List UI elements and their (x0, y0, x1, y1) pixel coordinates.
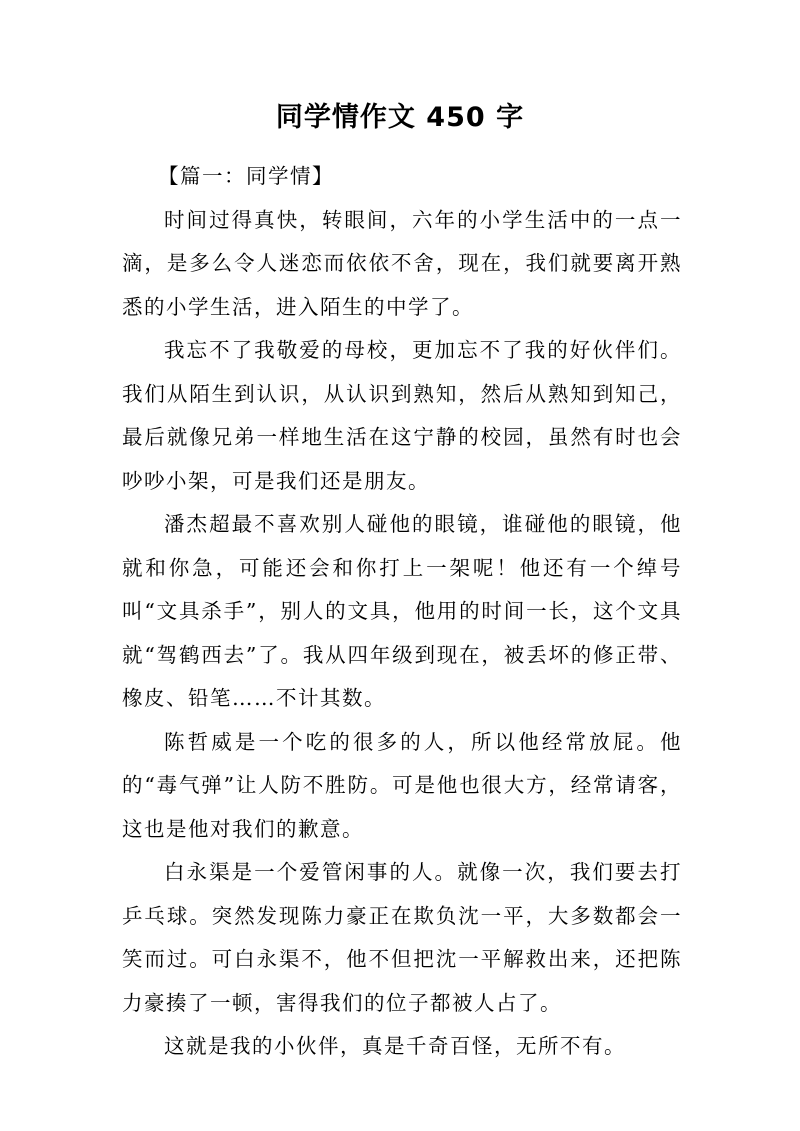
section-heading: 【篇一：同学情】 (158, 164, 334, 188)
paragraph-4: 陈哲威是一个吃的很多的人，所以他经常放屁。他的“毒气弹”让人防不胜防。可是他也很大方，经常请客，这也是他对我们的歉意。 (122, 729, 682, 841)
document-title: 同学情作文 450 字 (275, 102, 525, 133)
document-body (122, 155, 682, 1069)
paragraph-6: 这就是我的小伙伴，真是千奇百怪，无所不有。 (164, 1034, 626, 1058)
paragraph-3: 潘杰超最不喜欢别人碰他的眼镜，谁碰他的眼镜，他就和你急，可能还会和你打上一架呢！他还有一个绰号叫“文具杀手”，别人的文具，他用的时间一长，这个文具就“驾鹤西去”了。我从四年级到现在，被丢坏的修正带、橡皮、铅笔……不计其数。 (122, 512, 682, 710)
paragraph-2: 我忘不了我敬爱的母校，更加忘不了我的好伙伴们。我们从陌生到认识，从认识到熟知，然后从熟知到知己，最后就像兄弟一样地生活在这宁静的校园，虽然有时也会吵吵小架，可是我们还是朋友。 (122, 338, 682, 493)
paragraph-1: 时间过得真快，转眼间，六年的小学生活中的一点一滴，是多么令人迷恋而依依不舍，现在，我们就要离开熟悉的小学生活，进入陌生的中学了。 (122, 207, 682, 319)
paragraph-5: 白永渠是一个爱管闲事的人。就像一次，我们要去打乒乓球。突然发现陈力豪正在欺负沈一平，大多数都会一笑而过。可白永渠不，他不但把沈一平解救出来，还把陈力豪揍了一顿，害得我们的位子都被人占了。 (122, 860, 682, 1015)
